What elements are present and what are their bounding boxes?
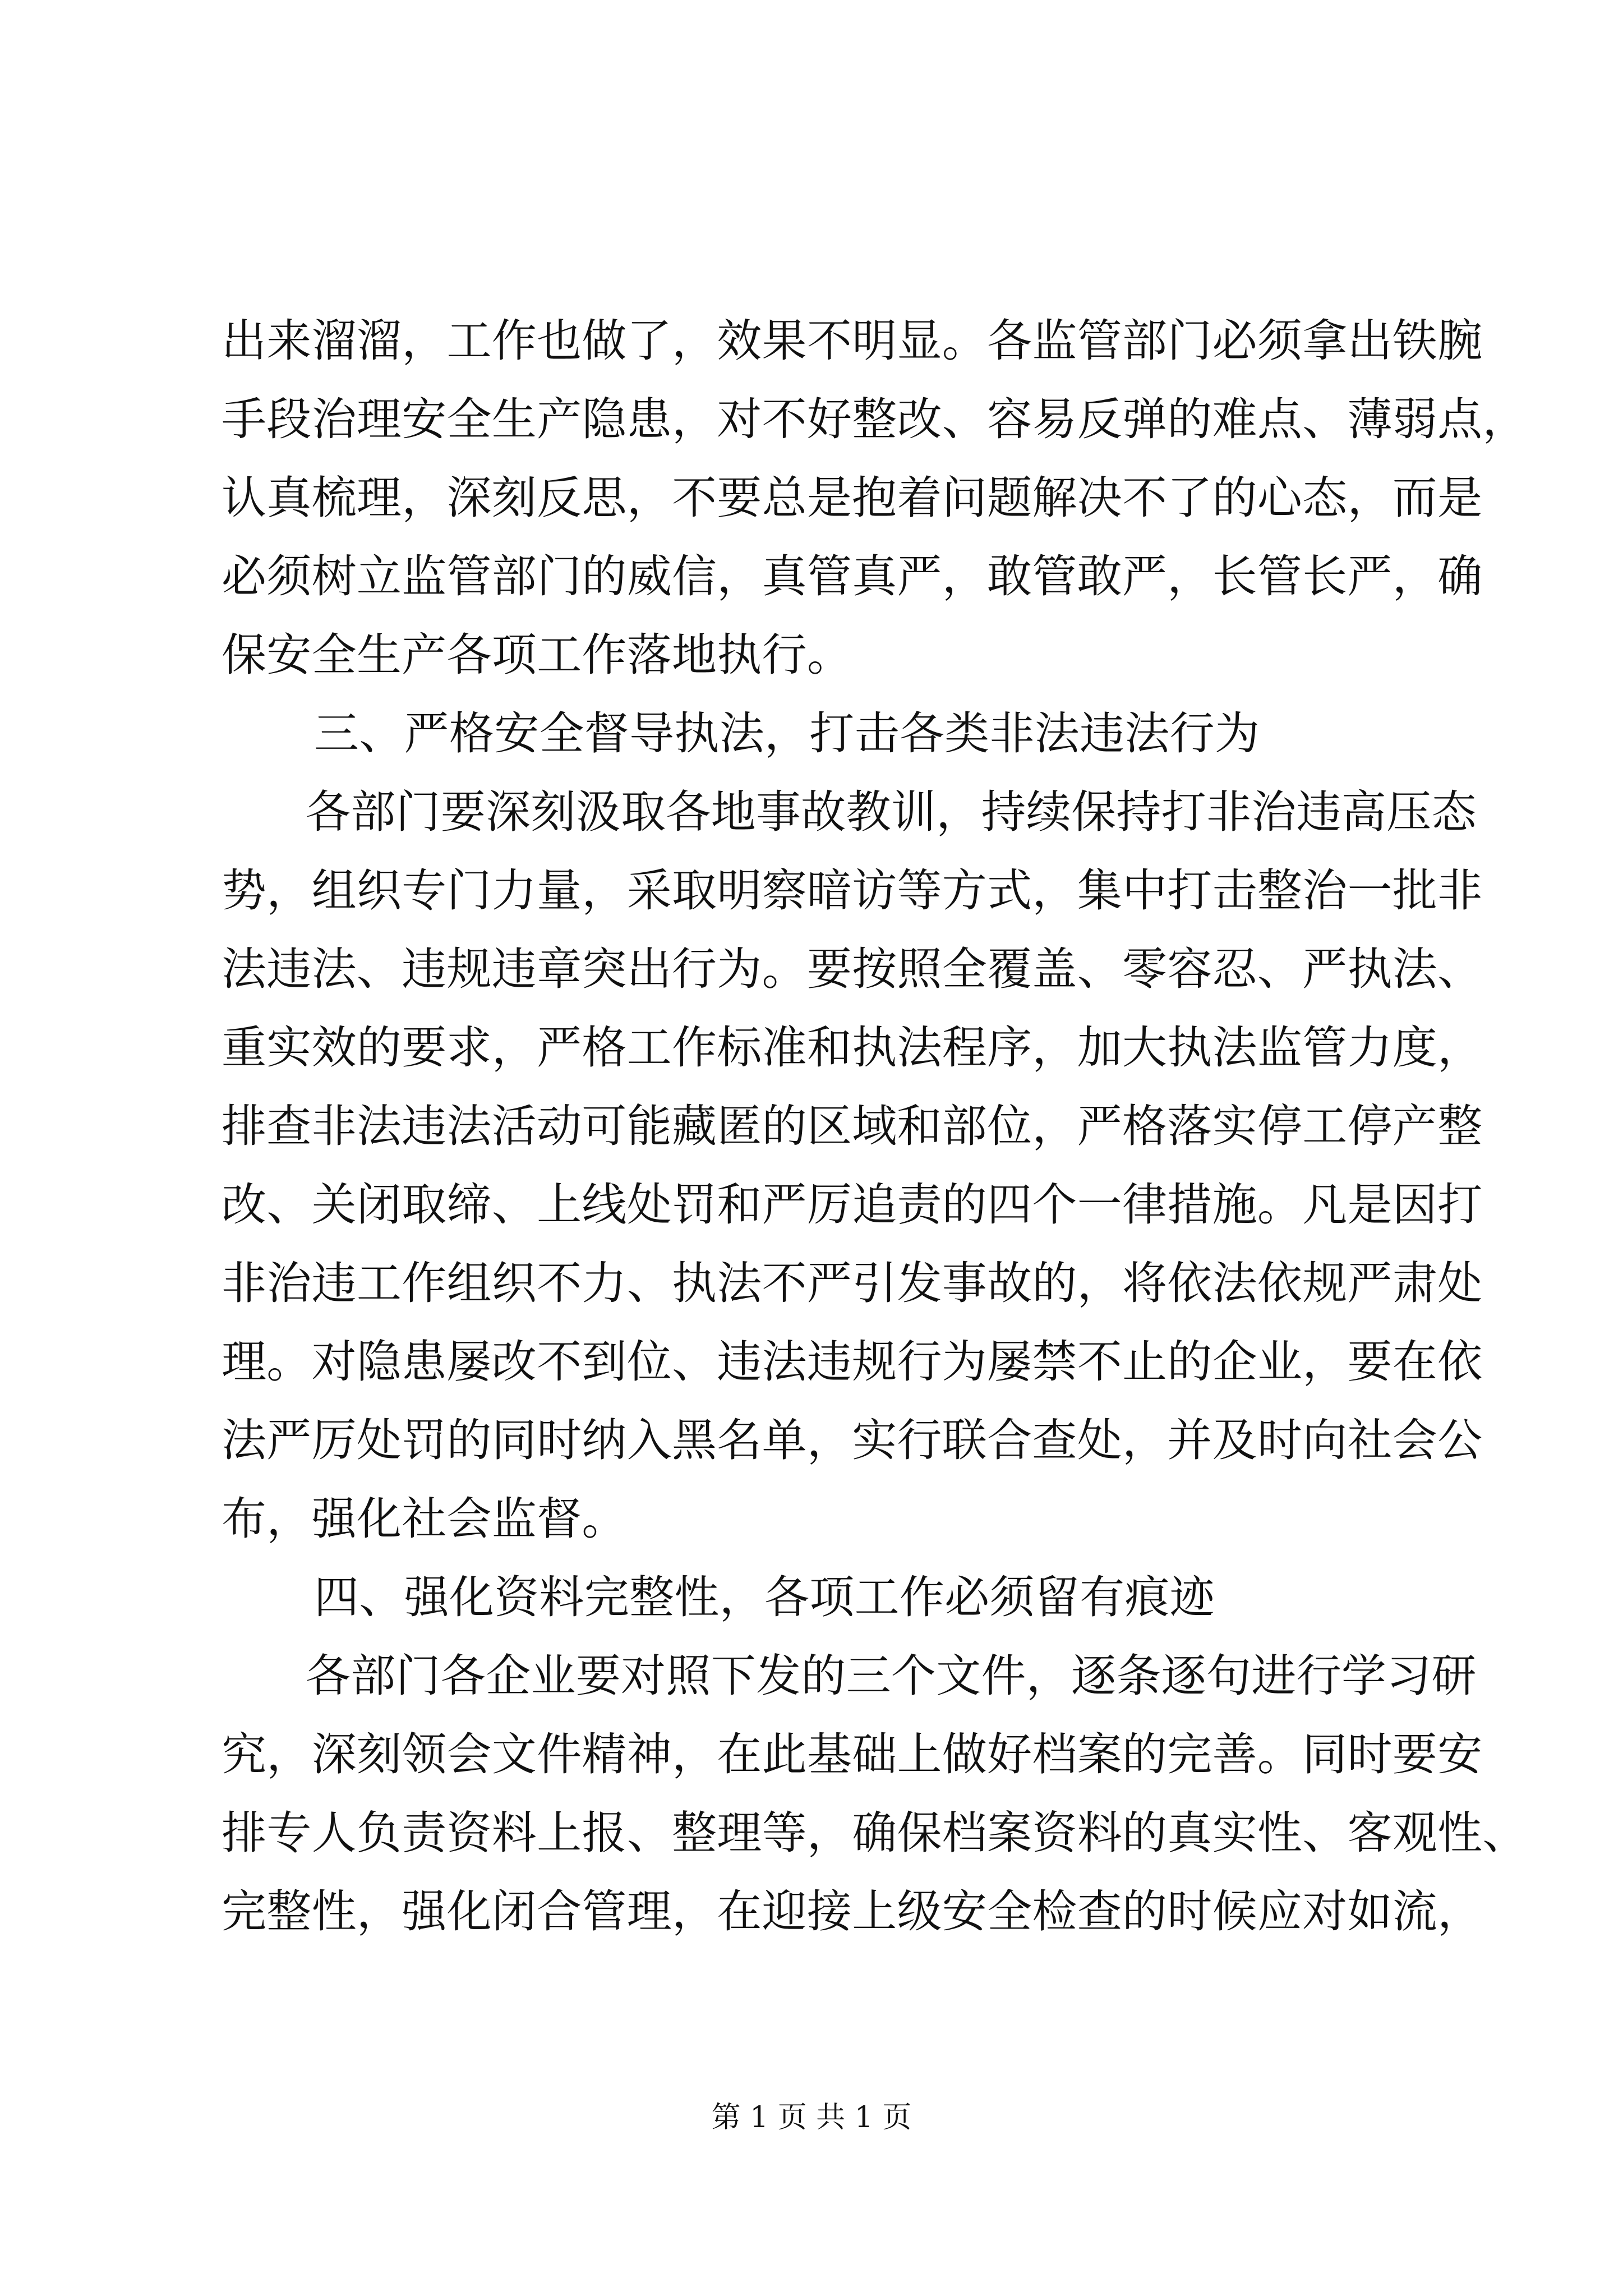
paragraph-line: 法严厉处罚的同时纳入黑名单，实行联合查处，并及时向社会公 bbox=[222, 1414, 1483, 1466]
paragraph-line: 完整性，强化闭合管理，在迎接上级安全检查的时候应对如流， bbox=[222, 1885, 1483, 1938]
paragraph-line: 各部门要深刻汲取各地事故教训，持续保持打非治违高压态 bbox=[306, 786, 1477, 838]
page-footer bbox=[0, 2098, 1623, 2137]
paragraph-line: 重实效的要求，严格工作标准和执法程序，加大执法监管力度， bbox=[222, 1022, 1483, 1074]
paragraph-line: 手段治理安全生产隐患，对不好整改、容易反弹的难点、薄弱点， bbox=[222, 393, 1528, 445]
paragraph-line: 各部门各企业要对照下发的三个文件，逐条逐句进行学习研 bbox=[306, 1650, 1477, 1702]
paragraph-line: 法违法、违规违章突出行为。要按照全覆盖、零容忍、严执法、 bbox=[222, 943, 1483, 995]
paragraph-line: 改、关闭取缔、上线处罚和严厉追责的四个一律措施。凡是因打 bbox=[222, 1179, 1483, 1231]
paragraph-line: 出来溜溜，工作也做了，效果不明显。各监管部门必须拿出铁腕 bbox=[222, 315, 1483, 367]
paragraph-line: 布，强化社会监督。 bbox=[222, 1493, 627, 1545]
section-heading: 三、严格安全督导执法，打击各类非法违法行为 bbox=[314, 707, 1260, 760]
paragraph-line: 理。对隐患屡改不到位、违法违规行为屡禁不止的企业，要在依 bbox=[222, 1336, 1483, 1388]
paragraph-line: 势，组织专门力量，采取明察暗访等方式，集中打击整治一批非 bbox=[222, 864, 1483, 917]
paragraph-line: 排专人负责资料上报、整理等，确保档案资料的真实性、客观性、 bbox=[222, 1807, 1528, 1859]
section-heading: 四、强化资料完整性，各项工作必须留有痕迹 bbox=[314, 1571, 1215, 1623]
paragraph-line: 究，深刻领会文件精神，在此基础上做好档案的完善。同时要安 bbox=[222, 1728, 1483, 1780]
paragraph-line: 保安全生产各项工作落地执行。 bbox=[222, 629, 852, 681]
paragraph-line: 认真梳理，深刻反思，不要总是抱着问题解决不了的心态，而是 bbox=[222, 472, 1483, 524]
paragraph-line: 排查非法违法活动可能藏匿的区域和部位，严格落实停工停产整 bbox=[222, 1100, 1483, 1152]
paragraph-line: 非治违工作组织不力、执法不严引发事故的，将依法依规严肃处 bbox=[222, 1257, 1483, 1309]
paragraph-line: 必须树立监管部门的威信，真管真严，敢管敢严，长管长严，确 bbox=[222, 550, 1483, 602]
page-number-label: 第 1 页 共 1 页 bbox=[711, 2101, 912, 2134]
